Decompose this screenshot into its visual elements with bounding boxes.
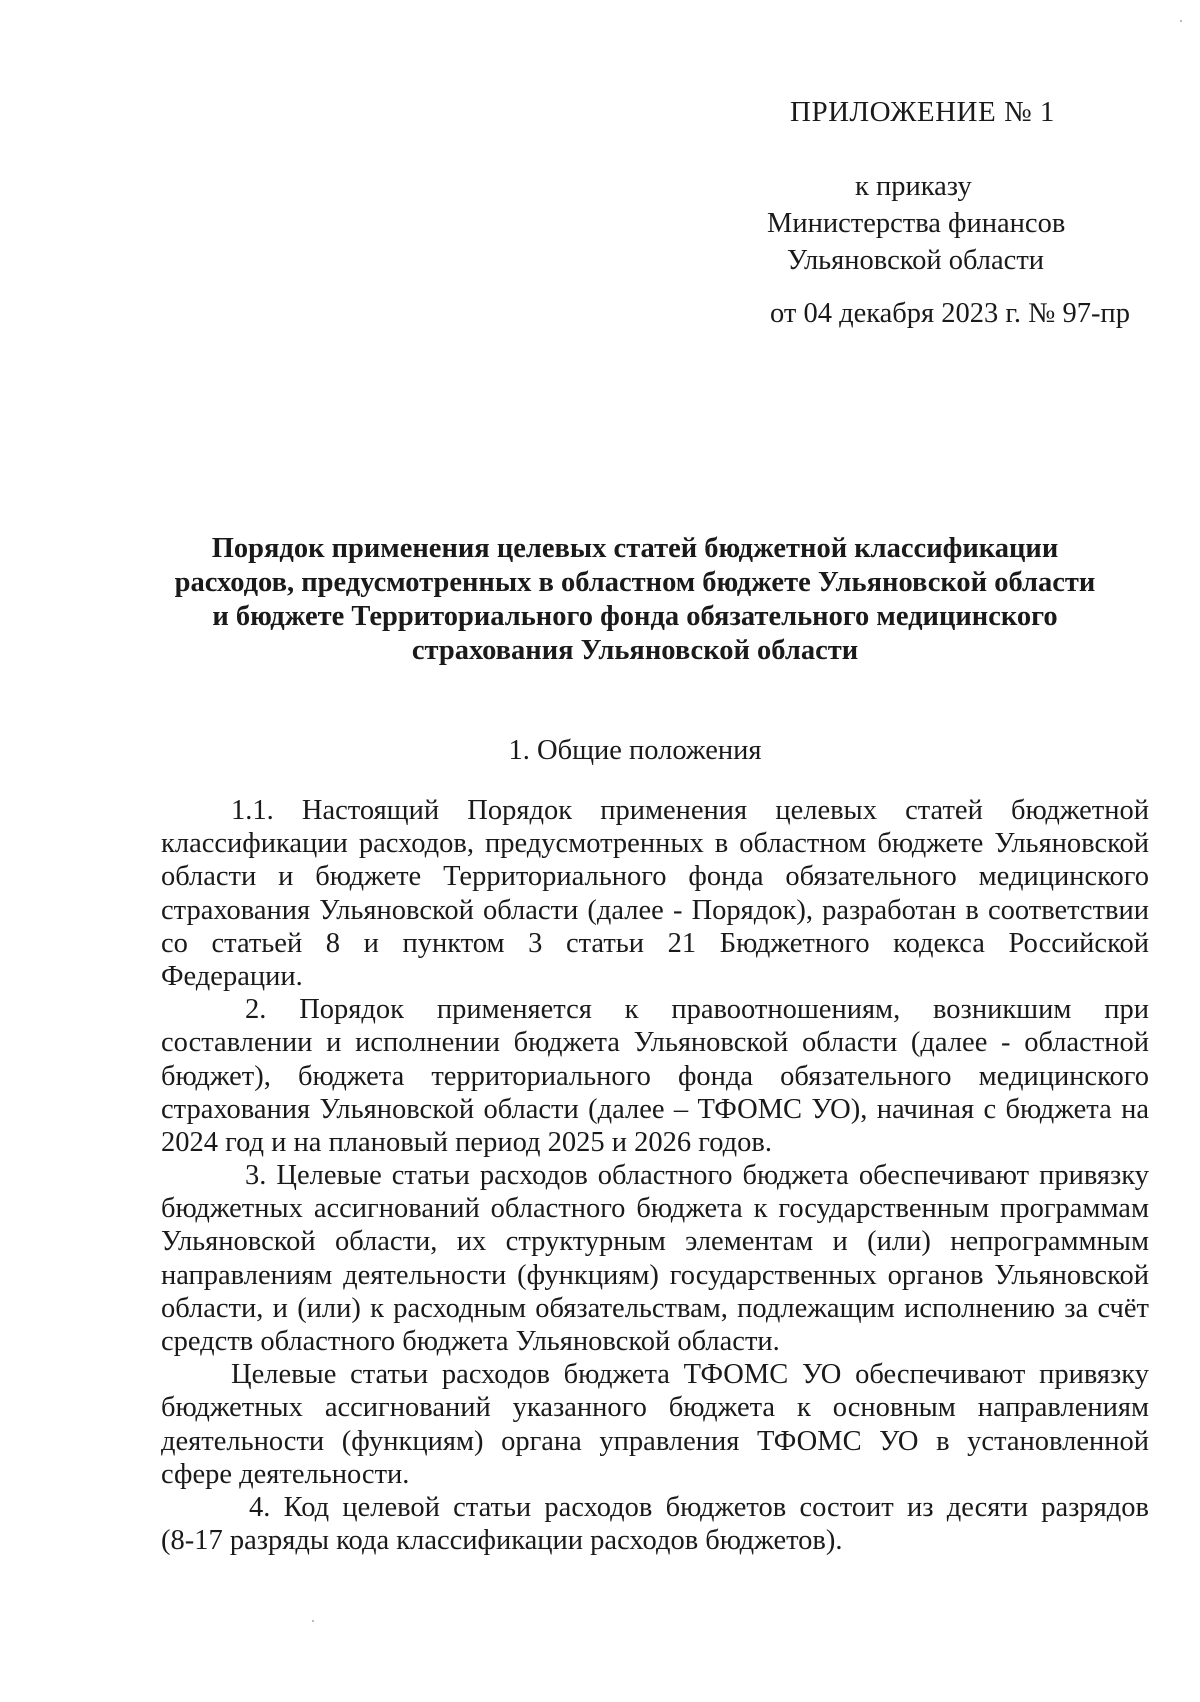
- paragraph-line: Целевые статьи расходов бюджета ТФОМС УО обеспечивают привязку: [231, 1359, 1149, 1391]
- document-title-line: Порядок применения целевых статей бюджетной классификации: [211, 533, 1059, 564]
- section-heading: 1. Общие положения: [508, 735, 762, 766]
- appendix-title: ПРИЛОЖЕНИЕ № 1: [790, 96, 1055, 128]
- document-title-line: и бюджете Территориального фонда обязательного медицинского: [212, 601, 1058, 632]
- paragraph-line: 2. Порядок применяется к правоотношениям, возникшим при: [245, 994, 1149, 1026]
- order-reference: [740, 168, 1140, 279]
- paragraph-line: со статьей 8 и пунктом 3 статьи 21 Бюджетного кодекса Российской: [161, 927, 1149, 959]
- paragraph-line: бюджетных ассигнований областного бюджета к государственным программам: [161, 1193, 1149, 1225]
- document-title-line: страхования Ульяновской области: [411, 635, 859, 666]
- paragraph-line: страхования Ульяновской области (далее – ТФОМС УО), начиная с бюджета на: [161, 1093, 1149, 1125]
- section-body: [161, 794, 1149, 1557]
- paragraph-line: деятельности (функциям) органа управления ТФОМС УО в установленной: [161, 1425, 1149, 1457]
- document-title-line: расходов, предусмотренных в областном бюджете Ульяновской области: [174, 567, 1096, 598]
- order-date: от 04 декабря 2023 г. № 97-пр: [770, 298, 1130, 329]
- paragraph-line: сфере деятельности.: [161, 1458, 410, 1490]
- scan-artifact: [1180, 20, 1182, 22]
- paragraph-line: 4. Код целевой статьи расходов бюджетов состоит из десяти разрядов: [249, 1491, 1149, 1523]
- paragraph-line: направлениям деятельности (функциям) государственных органов Ульяновской: [161, 1259, 1149, 1291]
- paragraph-line: 1.1. Настоящий Порядок применения целевых статей бюджетной: [231, 795, 1149, 826]
- paragraph-line: 3. Целевые статьи расходов областного бюджета обеспечивают привязку: [245, 1160, 1149, 1192]
- order-reference-line: к приказу: [855, 171, 972, 202]
- paragraph-line: бюджет), бюджета территориального фонда обязательного медицинского: [161, 1060, 1149, 1092]
- paragraph-line: области и бюджете Территориального фонда обязательного медицинского: [161, 861, 1149, 893]
- paragraph-line: страхования Ульяновской области (далее - Порядок), разработан в соответствии: [161, 894, 1149, 926]
- order-reference-line: Ульяновской области: [787, 245, 1045, 276]
- paragraph-line: составлении и исполнении бюджета Ульяновской области (далее - областной: [161, 1027, 1149, 1059]
- paragraph-line: области, и (или) к расходным обязательствам, подлежащим исполнению за счёт: [161, 1292, 1149, 1324]
- paragraph-line: Ульяновской области, их структурным элементам и (или) непрограммным: [161, 1226, 1149, 1258]
- paragraph-line: Федерации.: [161, 960, 303, 992]
- paragraph-line: классификации расходов, предусмотренных в областном бюджете Ульяновской: [161, 828, 1149, 860]
- paragraph-line: бюджетных ассигнований указанного бюджета к основным направлениям: [161, 1392, 1149, 1424]
- paragraph-line: 2024 год и на плановый период 2025 и 2026 годов.: [161, 1126, 772, 1158]
- paragraph-line: средств областного бюджета Ульяновской области.: [161, 1326, 780, 1357]
- document-title: [160, 532, 1110, 668]
- scan-artifact: [312, 1620, 314, 1622]
- paragraph-line: (8-17 разряды кода классификации расходов бюджетов).: [161, 1525, 843, 1557]
- order-reference-line: Министерства финансов: [767, 208, 1066, 239]
